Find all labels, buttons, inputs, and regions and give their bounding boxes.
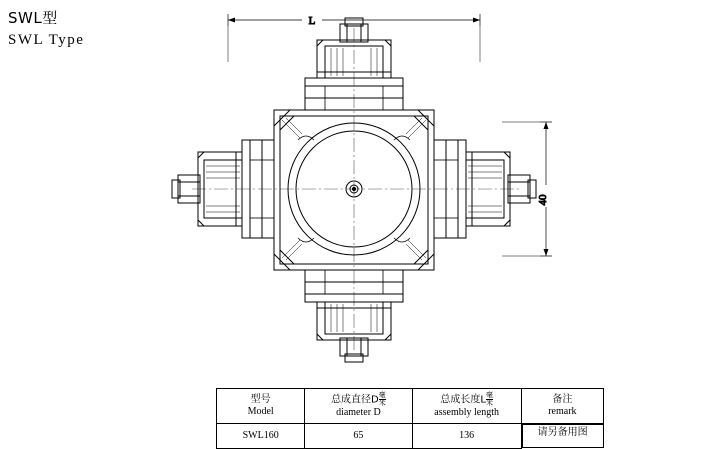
header-remark: 备注 remark — [521, 389, 603, 424]
technical-drawing — [150, 0, 580, 380]
title-chinese: SWL型 — [8, 9, 58, 27]
table-header-row — [217, 389, 604, 424]
title-english: SWL Type — [8, 31, 85, 48]
title-block — [8, 8, 84, 52]
cell-length: 136 — [412, 424, 521, 449]
dimension-label-L: L — [308, 15, 316, 27]
header-model: 型号 Model — [217, 389, 305, 424]
dimension-label-40: 40 — [537, 194, 549, 206]
header-diameter: 总成直径D $\frac{\text{毫}}{\text{米}}$ diameter D — [305, 389, 412, 424]
header-length: 总成长度L $\frac{\text{毫}}{\text{米}}$ assembly length — [412, 389, 521, 424]
cell-model: SWL160 — [217, 424, 305, 449]
specification-table — [216, 388, 604, 449]
cell-remark: 请另备用图 — [522, 424, 604, 448]
table-row — [217, 424, 604, 449]
cell-diameter: 65 — [305, 424, 412, 449]
